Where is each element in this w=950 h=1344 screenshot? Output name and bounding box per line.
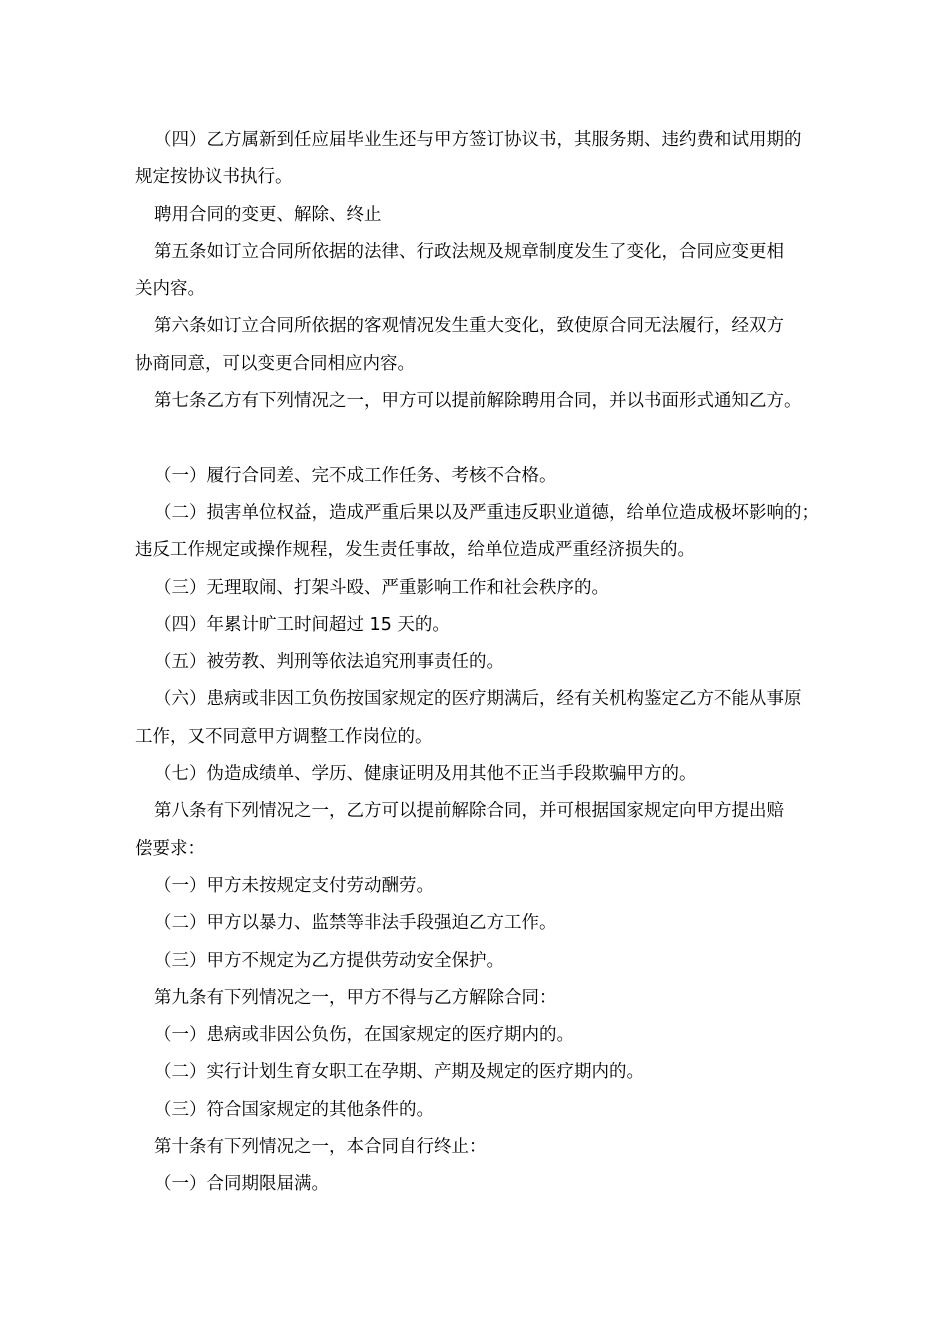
paragraph-article-7-item-4 — [116, 607, 838, 644]
text-line: （一）患病或非因公负伤，在国家规定的医疗期内的。 — [154, 1025, 574, 1046]
paragraph-article-7-item-2 — [116, 495, 838, 570]
paragraph-article-8-item-2 — [116, 905, 838, 942]
text-line: （二）实行计划生育女职工在孕期、产期及规定的医疗期内的。 — [154, 1062, 644, 1083]
paragraph-article-7 — [116, 383, 838, 420]
text-line: 协商同意，可以变更合同相应内容。 — [135, 353, 415, 374]
text-line: 关内容。 — [135, 279, 205, 300]
paragraph-article-6 — [116, 308, 838, 383]
paragraph-article-8 — [116, 793, 838, 868]
text-line: （一）甲方未按规定支付劳动酬劳。 — [154, 875, 434, 896]
text-line: 第六条如订立合同所依据的客观情况发生重大变化，致使原合同无法履行，经双方 — [154, 316, 784, 337]
paragraph-article-7-item-1 — [116, 458, 838, 495]
text-line: （四）年累计旷工时间超过 15 天的。 — [154, 614, 450, 635]
paragraph-article-5 — [116, 234, 838, 309]
text-line: （一）履行合同差、完不成工作任务、考核不合格。 — [154, 465, 557, 486]
text-line: 第九条有下列情况之一，甲方不得与乙方解除合同： — [154, 987, 557, 1008]
text-line: （七）伪造成绩单、学历、健康证明及用其他不正当手段欺骗甲方的。 — [154, 764, 697, 785]
paragraph-article-9-item-3 — [116, 1092, 838, 1129]
paragraph-clause-4-4 — [116, 122, 838, 197]
text-line: 规定按协议书执行。 — [135, 167, 293, 188]
text-line: （五）被劳教、判刑等依法追究刑事责任的。 — [154, 652, 504, 673]
text-line: 偿要求： — [135, 838, 205, 859]
paragraph-article-9-item-1 — [116, 1017, 838, 1054]
paragraph-article-7-item-6 — [116, 681, 838, 756]
text-line: （二）甲方以暴力、监禁等非法手段强迫乙方工作。 — [154, 913, 557, 934]
paragraph-article-7-item-5 — [116, 644, 838, 681]
section-heading-change-termination — [116, 197, 838, 234]
text-line: 违反工作规定或操作规程，发生责任事故，给单位造成严重经济损失的。 — [135, 540, 695, 561]
paragraph-article-9 — [116, 980, 838, 1017]
document-body — [116, 122, 838, 1204]
paragraph-article-7-item-3 — [116, 570, 838, 607]
text-line: （三）符合国家规定的其他条件的。 — [154, 1099, 434, 1120]
paragraph-article-7-item-7 — [116, 756, 838, 793]
text-line: 第十条有下列情况之一，本合同自行终止： — [154, 1137, 487, 1158]
text-line: （六）患病或非因工负伤按国家规定的医疗期满后，经有关机构鉴定乙方不能从事原 — [154, 689, 802, 710]
text-line: （二）损害单位权益，造成严重后果以及严重违反职业道德，给单位造成极坏影响的； — [154, 502, 819, 523]
paragraph-article-9-item-2 — [116, 1054, 838, 1091]
blank-line — [116, 420, 838, 457]
text-line: （三）无理取闹、打架斗殴、严重影响工作和社会秩序的。 — [154, 577, 609, 598]
paragraph-article-8-item-3 — [116, 943, 838, 980]
paragraph-article-10-item-1 — [116, 1166, 838, 1203]
text-line: （三）甲方不规定为乙方提供劳动安全保护。 — [154, 950, 504, 971]
paragraph-article-10 — [116, 1129, 838, 1166]
text-line: 第五条如订立合同所依据的法律、行政法规及规章制度发生了变化，合同应变更相 — [154, 241, 784, 262]
text-line: （四）乙方属新到任应届毕业生还与甲方签订协议书，其服务期、违约费和试用期的 — [154, 130, 802, 150]
text-line: 聘用合同的变更、解除、终止 — [154, 204, 382, 225]
text-line: 第八条有下列情况之一，乙方可以提前解除合同，并可根据国家规定向甲方提出赔 — [154, 801, 784, 822]
text-line: （一）合同期限届满。 — [154, 1174, 329, 1195]
paragraph-article-8-item-1 — [116, 868, 838, 905]
text-line: 工作，又不同意甲方调整工作岗位的。 — [135, 726, 433, 747]
text-line: 第七条乙方有下列情况之一，甲方可以提前解除聘用合同，并以书面形式通知乙方。 — [154, 391, 802, 412]
